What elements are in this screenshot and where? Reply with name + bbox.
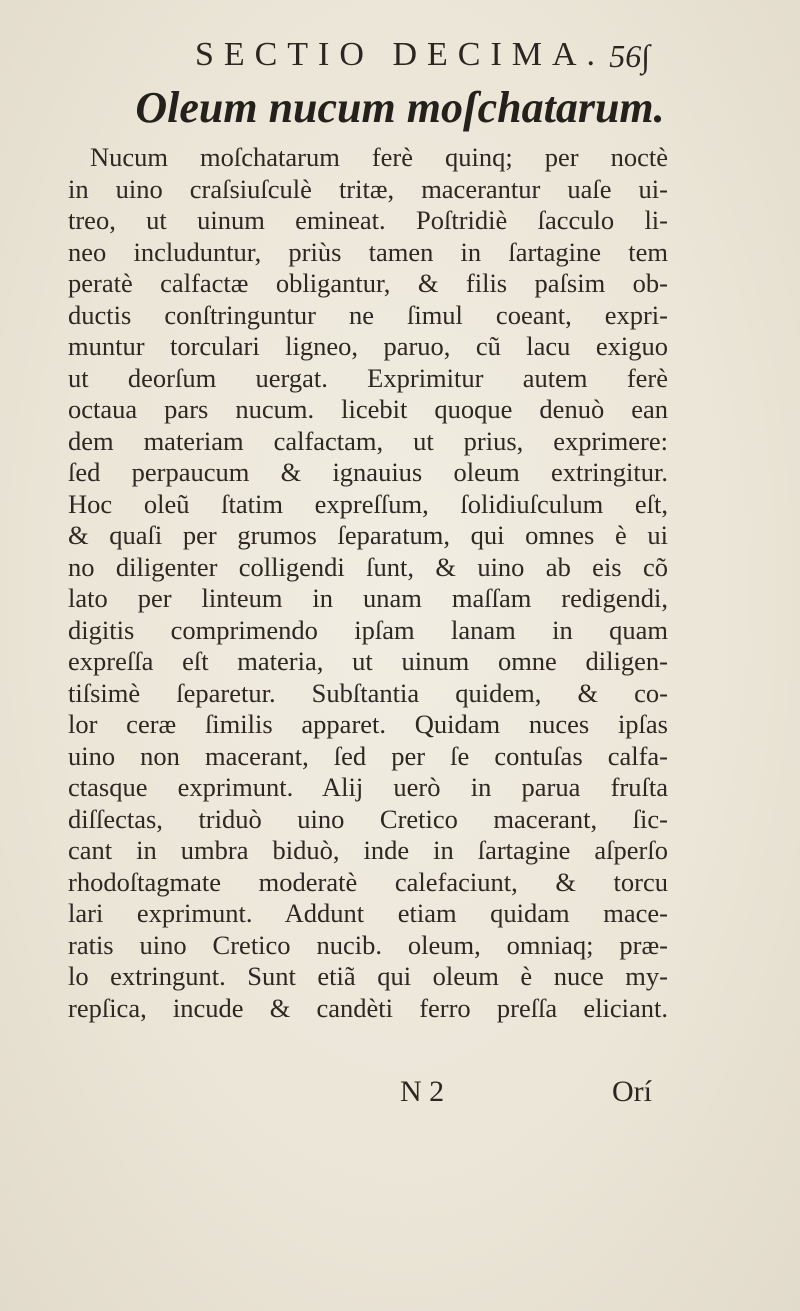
text-line: expreſſa eſt materia, ut uinum omne diligen- [68,646,668,676]
text-line: muntur torculari ligneo, paruo, cũ lacu exiguo [68,331,668,361]
text-line: in uino craſsiuſculè tritæ, macerantur uaſe ui- [68,173,668,204]
text-line: uino non macerant, ſed per ſe contuſas calfa- [68,740,668,771]
text-line: ut deorſum uergat. Exprimitur autem ferè [68,362,668,393]
text-line: cant in umbra biduò, inde in ſartagine aſperſo [68,835,668,865]
text-line: lor ceræ ſimilis apparet. Quidam nuces ipſas [68,709,668,739]
text-line: octaua pars nucum. licebit quoque denuò ean [68,394,668,424]
text-line: Hoc oleũ ſtatim expreſſum, ſolidiuſculum eſt, [68,488,668,519]
running-head: SECTIO DECIMA. [194,36,606,73]
text-line: dem materiam calfactam, ut prius, exprimere: [68,425,668,456]
text-line: peratè calfactæ obligantur, & filis paſsim ob- [68,268,668,298]
text-line: no diligenter colligendi ſunt, & uino ab eis cõ [68,551,668,582]
text-line: diſſectas, triduò uino Cretico macerant, ſic- [68,803,668,834]
page-number: 56∫ [609,38,650,74]
text-line: repſica, incude & candèti ferro preſſa eliciant. [68,992,668,1023]
catchword: Orí [612,1075,652,1108]
signature-mark: N 2 [400,1075,445,1108]
section-title: Oleum nucum moſchatarum. [135,83,665,132]
text-line: lo extringunt. Sunt etiã qui oleum è nuce my- [68,961,668,991]
text-line: neo includuntur, priùs tamen in ſartagine tem [68,236,668,267]
body-text [68,142,668,1024]
text-line: treo, ut uinum emineat. Poſtridiè ſacculo li- [68,205,668,235]
text-line: Nucum moſchatarum ferè quinq; per noctè [90,142,668,172]
text-line: lari exprimunt. Addunt etiam quidam mace- [68,898,668,928]
text-line: ratis uino Cretico nucib. oleum, omniaq; præ- [68,929,668,960]
text-line: ſed perpaucum & ignauius oleum extringitur. [68,457,668,487]
text-line: ctasque exprimunt. Alij uerò in parua fruſta [68,772,668,802]
text-line: tiſsimè ſeparetur. Subſtantia quidem, & co- [68,677,668,708]
text-line: lato per linteum in unam maſſam redigendi, [68,583,668,613]
text-line: ductis conſtringuntur ne ſimul coeant, expri- [68,299,668,330]
text-line: digitis comprimendo ipſam lanam in quam [68,614,668,645]
text-line: & quaſi per grumos ſeparatum, qui omnes è ui [68,520,668,550]
text-line: rhodoſtagmate moderatè calefaciunt, & torcu [68,866,668,897]
